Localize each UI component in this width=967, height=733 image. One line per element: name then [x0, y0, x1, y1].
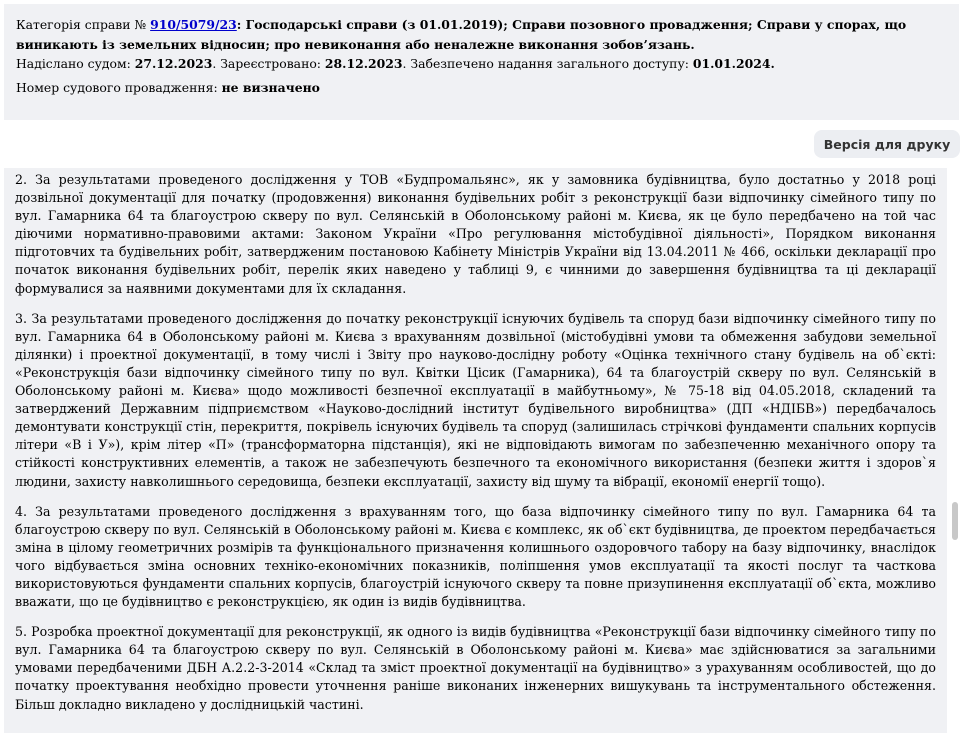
- sent-label: Надіслано судом:: [16, 56, 135, 71]
- category-label: Категорія справи №: [16, 17, 151, 32]
- paragraph-3: 3. За результатами проведеного дослідження до початку реконструкції існуючих будівель та споруд бази відпочинку сімейного типу по вул. Гамарника 64 в Оболонському районі м. Києва з врахуванням дозвільної (містобудівні умови та обмеження забудови земельної ділянки) і проектної документації, в тому числі і Звіту про науково-дослідну роботу «Оцінка технічного стану будівель на об`єкті: «Реконструкція бази відпочинку сімейного типу по вул. Квітки Цісик (Гамарника), 64 та благоустрій скверу по вул. Селянській в Оболонському районі м. Києва» щодо можливості безпечної експлуатації в майбутньому», № 75-18 від 04.05.2018, складений та затверджений Державним підприємством «Науково-дослідний інститут будівельного виробництва» (ДП «НДІБВ») передбачалось демонтувати конструкції стін, перекриття, покрівель існуючих будівель та споруд (залишилась стрічкові фундаменти спальних корпусів літери «В і У»), крім літер «П» (трансформаторна підстанція), які не відповідають вимогам по забезпеченню механічного опору та стійкості конструктивних елементів, а також не забезпечують безпечного та економічного використання (безпеки життя і здоров`я людини, захисту навколишнього середовища, безпеки експлуатації, захисту від шуму та вібрації, економії енергії тощо).: [15, 310, 936, 489]
- paragraph-5: 5. Розробка проектної документації для реконструкції, як одного із видів будівництва «Реконструкції бази відпочинку сімейного типу по вул. Гамарника 64 та благоустрою скверу по вул. Селянській в Оболонському районі м. Києва» має здійснюватися за загальними умовами передбаченими ДБН А.2.2-3-2014 «Склад та зміст проектної документації на будівництво» з урахуванням особливостей, що до початку проектування необхідно провести уточнення раніше виконаних інженерних вишукувань та інструментального обстеження. Більш докладно викладено у дослідницькій частині.: [15, 624, 936, 712]
- scrollbar-thumb[interactable]: [952, 502, 958, 540]
- print-version-button[interactable]: Версія для друку: [814, 130, 960, 158]
- access-suffix: .: [770, 56, 775, 71]
- sent-date: 27.12.2023: [134, 56, 213, 71]
- category-text: : Господарські справи (з 01.01.2019); Справи позовного провадження; Справи у спорах, що виникають із земельних відносин; про невиконання або неналежне виконання зобов’язань.: [16, 17, 907, 52]
- access-label: . Забезпечено надання загального доступу:: [402, 56, 693, 71]
- paragraph-4: 4. За результатами проведеного дослідження з врахуванням того, що база відпочинку сімейного типу по вул. Гамарника 64 та благоустрою скверу по вул. Селянській в Оболонському районі м. Києва є комплекс, як об`єкт будівництва, де проектом передбачається зміна в цілому геометричних розмірів та функціонального призначення колишнього оздоровчого табору на базу відпочинку, внаслідок чого відбувається зміна основних техніко-економічних показників, поліпшення умов експлуатації та якості послуг та часткова використовуються фундаменти спальних корпусів, благоустрій існуючого скверу та повне призупинення експлуатації об`єкта, можливо вважати, що це будівництво є реконструкцією, як один із видів будівництва.: [15, 503, 936, 610]
- document-scrollbar[interactable]: [947, 168, 963, 733]
- proceeding-number: [16, 79, 947, 97]
- access-date: 01.01.2024: [692, 56, 771, 71]
- case-category: [16, 15, 947, 55]
- case-number-link[interactable]: 910/5079/23: [150, 17, 237, 32]
- case-dates: [16, 55, 947, 73]
- paragraph-2: 2. За результатами проведеного дослідження у ТОВ «Будпромальянс», як у замовника будівництва, було достатньо у 2018 році дозвільної документації для початку (продовження) виконання будівельних робіт з реконструкції бази відпочинку сімейного типу по вул. Гамарника 64 та благоустрою скверу по вул. Селянській в Оболонському районі м. Києва, як це було передбачено на той час діючими нормативно-правовими актами: Законом України «Про регулювання містобудівної діяльності», Порядком виконання підготовчих та будівельних робіт, затвердженим постановою Кабінету Міністрів України від 13.04.2011 № 466, оскільки декларації про початок виконання будівельних робіт, перелік яких наведено у таблиці 9, є чинними до завершення будівництва та ці декларації формувалися за наявними документами для їх складання.: [15, 172, 936, 296]
- document-text-panel: [4, 168, 947, 733]
- registered-date: 28.12.2023: [324, 56, 403, 71]
- proceeding-label: Номер судового провадження:: [16, 80, 222, 95]
- registered-label: . Зареєстровано:: [212, 56, 325, 71]
- document-content: [15, 171, 936, 726]
- case-info-panel: [4, 4, 959, 120]
- proceeding-value: не визначено: [221, 80, 320, 95]
